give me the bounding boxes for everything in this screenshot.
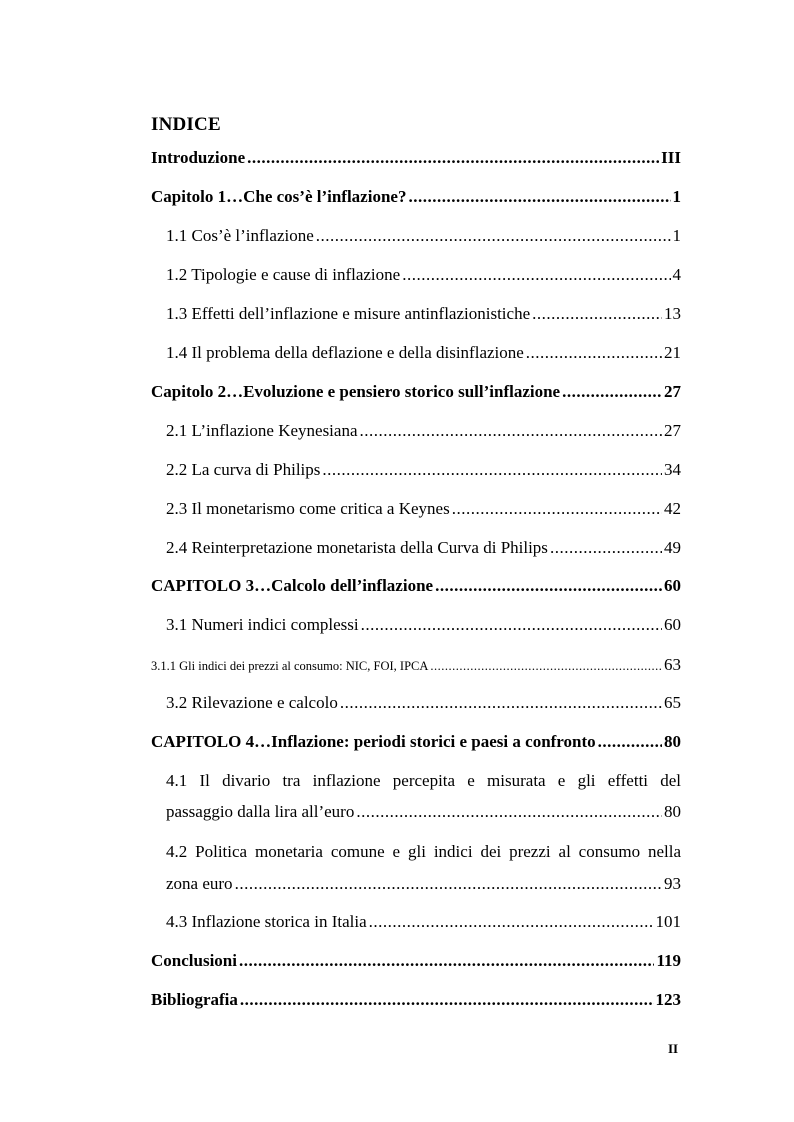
dot-leader xyxy=(369,912,654,932)
toc-entry-page: 27 xyxy=(664,421,681,440)
toc-entry-page: 1 xyxy=(672,226,681,245)
dot-leader xyxy=(452,499,662,519)
toc-entry-page: 101 xyxy=(655,912,681,931)
toc-entry-title: 1.3 Effetti dell’inflazione e misure antinflazionistiche xyxy=(166,304,531,323)
toc-entry-capitolo-3[interactable] xyxy=(151,576,681,596)
toc-entry-2-1[interactable] xyxy=(166,421,681,441)
dot-leader xyxy=(435,576,662,596)
toc-entry-page: III xyxy=(661,148,681,167)
toc-entry-page: 60 xyxy=(664,615,681,634)
dot-leader xyxy=(532,304,662,324)
dot-leader xyxy=(360,421,663,441)
dot-leader xyxy=(239,951,654,971)
toc-entry-3-1-1[interactable] xyxy=(151,655,681,676)
toc-entry-title: passaggio dalla lira all’euro xyxy=(166,802,355,821)
toc-entry-page: 21 xyxy=(664,343,681,362)
toc-entry-title: 3.2 Rilevazione e calcolo xyxy=(166,693,338,712)
toc-entry-title: 1.1 Cos’è l’inflazione xyxy=(166,226,314,245)
dot-leader xyxy=(247,148,659,168)
toc-entry-4-3[interactable] xyxy=(166,912,681,932)
dot-leader xyxy=(356,802,662,822)
toc-entry-page: 123 xyxy=(655,990,681,1009)
toc-entry-title: CAPITOLO 3…Calcolo dell’inflazione xyxy=(151,576,434,595)
toc-entry-title: 2.4 Reinterpretazione monetarista della Curva di Philips xyxy=(166,538,548,557)
toc-entry-page: 80 xyxy=(664,802,681,821)
dot-leader xyxy=(361,615,662,635)
toc-entry-3-2[interactable] xyxy=(166,693,681,713)
dot-leader xyxy=(550,538,662,558)
dot-leader xyxy=(235,874,662,894)
toc-entry-page: 60 xyxy=(664,576,681,595)
toc-entry-page: 119 xyxy=(656,951,681,970)
toc-entry-title: 2.3 Il monetarismo come critica a Keynes xyxy=(166,499,450,518)
toc-entry-4-1[interactable] xyxy=(166,802,681,822)
toc-entry-title: Introduzione xyxy=(151,148,246,167)
toc-entry-title: 3.1.1 Gli indici dei prezzi al consumo: NIC, FOI, IPCA xyxy=(151,659,429,673)
toc-entry-title: Bibliografia xyxy=(151,990,238,1009)
toc-entry-title: 2.2 La curva di Philips xyxy=(166,460,321,479)
toc-entry-introduzione[interactable] xyxy=(151,148,681,168)
toc-entry-title: 3.1 Numeri indici complessi xyxy=(166,615,359,634)
dot-leader xyxy=(430,656,662,676)
toc-entry-title: zona euro xyxy=(166,874,233,893)
toc-entry-4-2-line1[interactable]: 4.2 Politica monetaria comune e gli indici dei prezzi al consumo nella xyxy=(166,842,681,861)
toc-entry-2-4[interactable] xyxy=(166,538,681,558)
toc-entry-1-3[interactable] xyxy=(166,304,681,324)
toc-entry-capitolo-4[interactable] xyxy=(151,732,681,752)
toc-entry-page: 63 xyxy=(664,655,681,674)
dot-leader xyxy=(402,265,670,285)
toc-entry-title: 1.2 Tipologie e cause di inflazione xyxy=(166,265,401,284)
dot-leader xyxy=(240,990,654,1010)
dot-leader xyxy=(316,226,671,246)
dot-leader xyxy=(562,382,662,402)
dot-leader xyxy=(340,693,662,713)
index-heading: INDICE xyxy=(151,114,221,135)
dot-leader xyxy=(598,732,662,752)
toc-entry-2-3[interactable] xyxy=(166,499,681,519)
toc-entry-title: Conclusioni xyxy=(151,951,237,970)
toc-entry-conclusioni[interactable] xyxy=(151,951,681,971)
toc-entry-bibliografia[interactable] xyxy=(151,990,681,1010)
toc-entry-title: 4.3 Inflazione storica in Italia xyxy=(166,912,367,931)
toc-entry-4-2[interactable] xyxy=(166,874,681,894)
toc-entry-1-2[interactable] xyxy=(166,265,681,285)
toc-entry-page: 80 xyxy=(664,732,681,751)
dot-leader xyxy=(322,460,662,480)
dot-leader xyxy=(408,187,670,207)
page-number: II xyxy=(668,1041,679,1056)
toc-entry-page: 42 xyxy=(664,499,681,518)
toc-entry-capitolo-1[interactable] xyxy=(151,187,681,207)
toc-entry-page: 1 xyxy=(672,187,681,206)
toc-entry-page: 34 xyxy=(664,460,681,479)
toc-entry-page: 4 xyxy=(672,265,681,284)
toc-entry-2-2[interactable] xyxy=(166,460,681,480)
toc-entry-title: Capitolo 2…Evoluzione e pensiero storico sull’inflazione xyxy=(151,382,561,401)
toc-entry-page: 65 xyxy=(664,693,681,712)
toc-entry-1-1[interactable] xyxy=(166,226,681,246)
toc-entry-title: Capitolo 1…Che cos’è l’inflazione? xyxy=(151,187,407,206)
toc-entry-page: 49 xyxy=(664,538,681,557)
dot-leader xyxy=(526,343,662,363)
toc-entry-3-1[interactable] xyxy=(166,615,681,635)
toc-entry-page: 13 xyxy=(664,304,681,323)
toc-entry-title: 1.4 Il problema della deflazione e della disinflazione xyxy=(166,343,524,362)
toc-entry-title: 2.1 L’inflazione Keynesiana xyxy=(166,421,358,440)
toc-entry-4-1-line1[interactable]: 4.1 Il divario tra inflazione percepita e misurata e gli effetti del xyxy=(166,771,681,790)
toc-entry-page: 27 xyxy=(664,382,681,401)
toc-entry-page: 93 xyxy=(664,874,681,893)
toc-entry-1-4[interactable] xyxy=(166,343,681,363)
toc-entry-title: CAPITOLO 4…Inflazione: periodi storici e paesi a confronto xyxy=(151,732,596,751)
toc-entry-capitolo-2[interactable] xyxy=(151,382,681,402)
